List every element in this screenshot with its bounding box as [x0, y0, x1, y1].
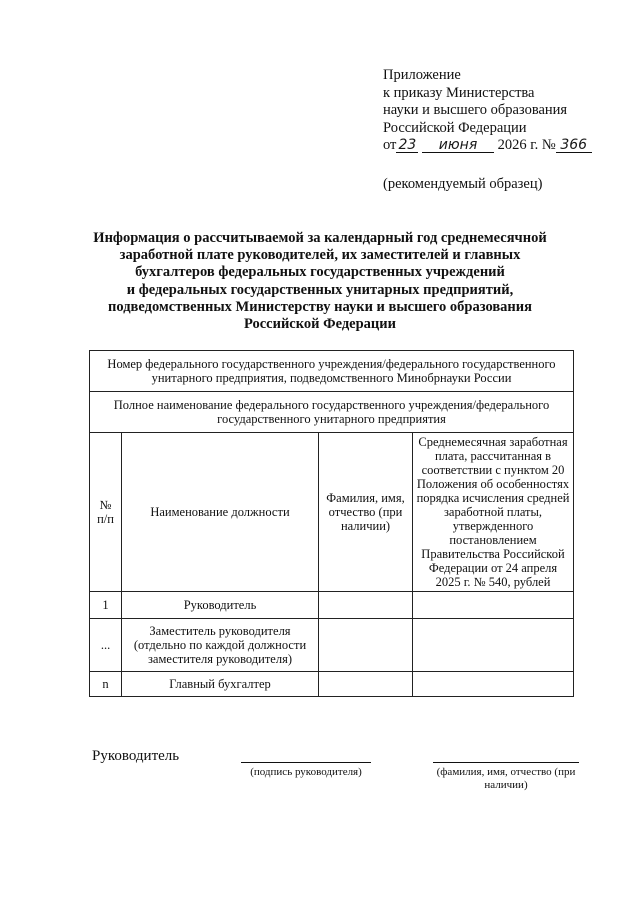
signature-caption: (подпись руководителя)	[250, 766, 362, 778]
appendix-block	[383, 67, 592, 155]
row-fio-cell[interactable]	[319, 619, 413, 672]
handwritten-month: июня	[422, 138, 494, 153]
col-header-fio: Фамилия, имя, отчество (при наличии)	[319, 433, 413, 592]
title-line: Информация о рассчитываемой за календарный год среднемесячной	[93, 230, 547, 246]
title-line: заработной плате руководителей, их заместителей и главных	[119, 247, 521, 264]
table-row	[90, 592, 574, 619]
appendix-line: к приказу Министерства	[383, 84, 535, 101]
recommended-sample-note: (рекомендуемый образец)	[383, 176, 543, 192]
handwritten-order-number: 366	[556, 138, 592, 153]
appendix-line: Приложение	[383, 67, 461, 83]
handwritten-day: 23	[396, 138, 418, 153]
title-line: бухгалтеров федеральных государственных учреждений	[135, 264, 505, 281]
org-name-cell: Полное наименование федерального государственного учреждения/федерального государственного унитарного предприятия	[90, 392, 574, 433]
row-position: Руководитель	[122, 592, 319, 619]
name-line[interactable]	[433, 762, 579, 763]
col-header-salary: Среднемесячная заработная плата, рассчитанная в соответствии с пунктом 20 Положения об особенностях порядка исчисления средней заработной платы, утвержденного постановлением Правительства Российской Федерации от 24 апреля 2025 г. № 540, рублей	[413, 433, 574, 592]
row-salary-cell[interactable]	[413, 672, 574, 697]
signature-label: Руководитель	[92, 748, 180, 764]
appendix-line: Российской Федерации	[383, 119, 527, 136]
date-year: 2026 г. №	[497, 137, 556, 153]
row-num: 1	[90, 592, 122, 619]
row-salary-cell[interactable]	[413, 619, 574, 672]
document-title	[60, 230, 580, 333]
row-fio-cell[interactable]	[319, 592, 413, 619]
appendix-line: науки и высшего образования	[383, 102, 568, 118]
row-num: ...	[90, 619, 122, 672]
date-prefix: от	[383, 137, 397, 153]
table-header-row	[90, 433, 574, 592]
signature-line[interactable]	[241, 762, 371, 763]
row-salary-cell[interactable]	[413, 592, 574, 619]
salary-info-table	[89, 350, 574, 697]
table-row	[90, 619, 574, 672]
order-date-line	[383, 137, 592, 155]
title-line: и федеральных государственных унитарных предприятий,	[126, 281, 514, 298]
col-header-position: Наименование должности	[122, 433, 319, 592]
row-position: Заместитель руководителя (отдельно по каждой должности заместителя руководителя)	[122, 619, 319, 672]
row-position: Главный бухгалтер	[122, 672, 319, 697]
name-caption: (фамилия, имя, отчество (при наличии)	[436, 766, 576, 791]
org-number-cell: Номер федерального государственного учреждения/федерального государственного унитарного предприятия, подведомственного Минобрнауки России	[90, 351, 574, 392]
title-line: Российской Федерации	[243, 316, 396, 333]
row-num: n	[90, 672, 122, 697]
title-line: подведомственных Министерству науки и высшего образования	[108, 298, 532, 315]
row-fio-cell[interactable]	[319, 672, 413, 697]
col-header-num: № п/п	[90, 433, 122, 592]
table-row	[90, 672, 574, 697]
